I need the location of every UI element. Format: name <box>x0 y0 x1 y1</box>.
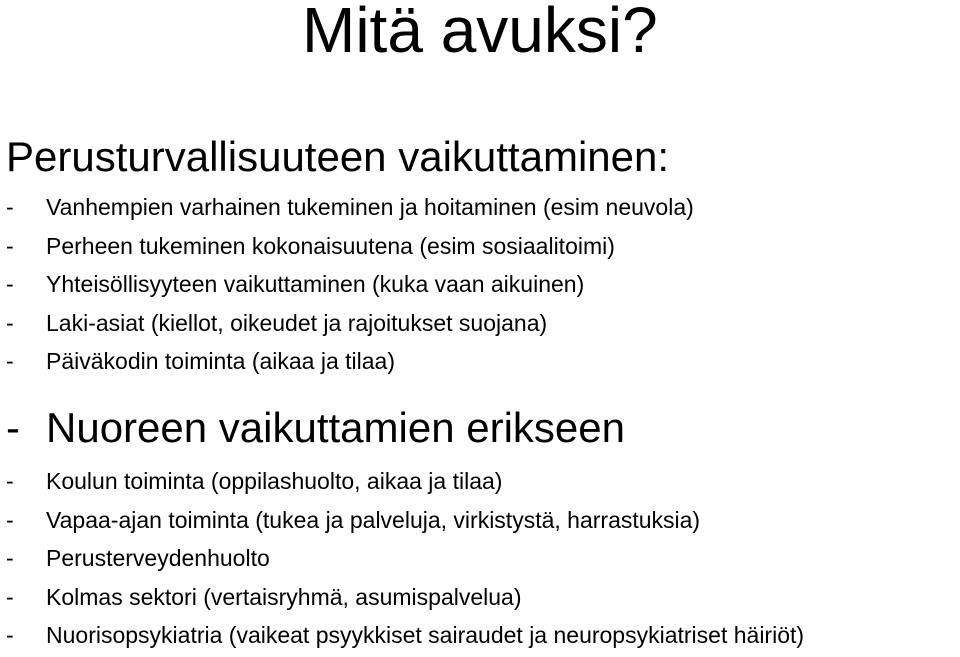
bullet-dash: - <box>6 622 14 649</box>
section-heading-perusturvallisuus: Perusturvallisuuteen vaikuttaminen: <box>6 133 670 180</box>
bullet-dash: - <box>6 309 14 336</box>
bullet-dash: - <box>6 468 14 494</box>
bullet-dash: - <box>6 348 14 375</box>
list-item-text: Kolmas sektori (vertaisryhmä, asumispalvelua) <box>46 583 522 610</box>
heading-dash: - <box>6 404 20 451</box>
list-item-text: Yhteisöllisyyteen vaikuttaminen (kuka vaan aikuinen) <box>46 271 585 298</box>
list-item-text: Vapaa-ajan toiminta (tukea ja palveluja, virkistystä, harrastuksia) <box>46 506 701 533</box>
list-item-text: Perheen tukeminen kokonaisuutena (esim sosiaalitoimi) <box>46 232 615 259</box>
bullet-dash: - <box>6 271 14 298</box>
bullet-dash: - <box>6 583 14 610</box>
section-heading-nuoret-text: Nuoreen vaikuttamien erikseen <box>46 404 625 451</box>
bullet-dash: - <box>6 194 14 220</box>
list-item-text: Koulun toiminta (oppilashuolto, aikaa ja tilaa) <box>46 468 503 494</box>
bullet-dash: - <box>6 545 14 572</box>
section-heading-nuoret <box>0 400 960 456</box>
bullet-dash: - <box>6 506 14 533</box>
list-item-text: Nuorisopsykiatria (vaikeat psyykkiset sairaudet ja neuropsykiatriset häiriöt) <box>46 622 805 649</box>
list-item-text: Perusterveydenhuolto <box>46 545 270 572</box>
list-item-text: Vanhempien varhainen tukeminen ja hoitaminen (esim neuvola) <box>46 194 694 220</box>
bullet-dash: - <box>6 232 14 259</box>
list-item-text: Laki-asiat (kiellot, oikeudet ja rajoitukset suojana) <box>46 309 548 336</box>
list-item-text: Päiväkodin toiminta (aikaa ja tilaa) <box>46 348 396 375</box>
slide-title: Mitä avuksi? <box>302 0 658 66</box>
